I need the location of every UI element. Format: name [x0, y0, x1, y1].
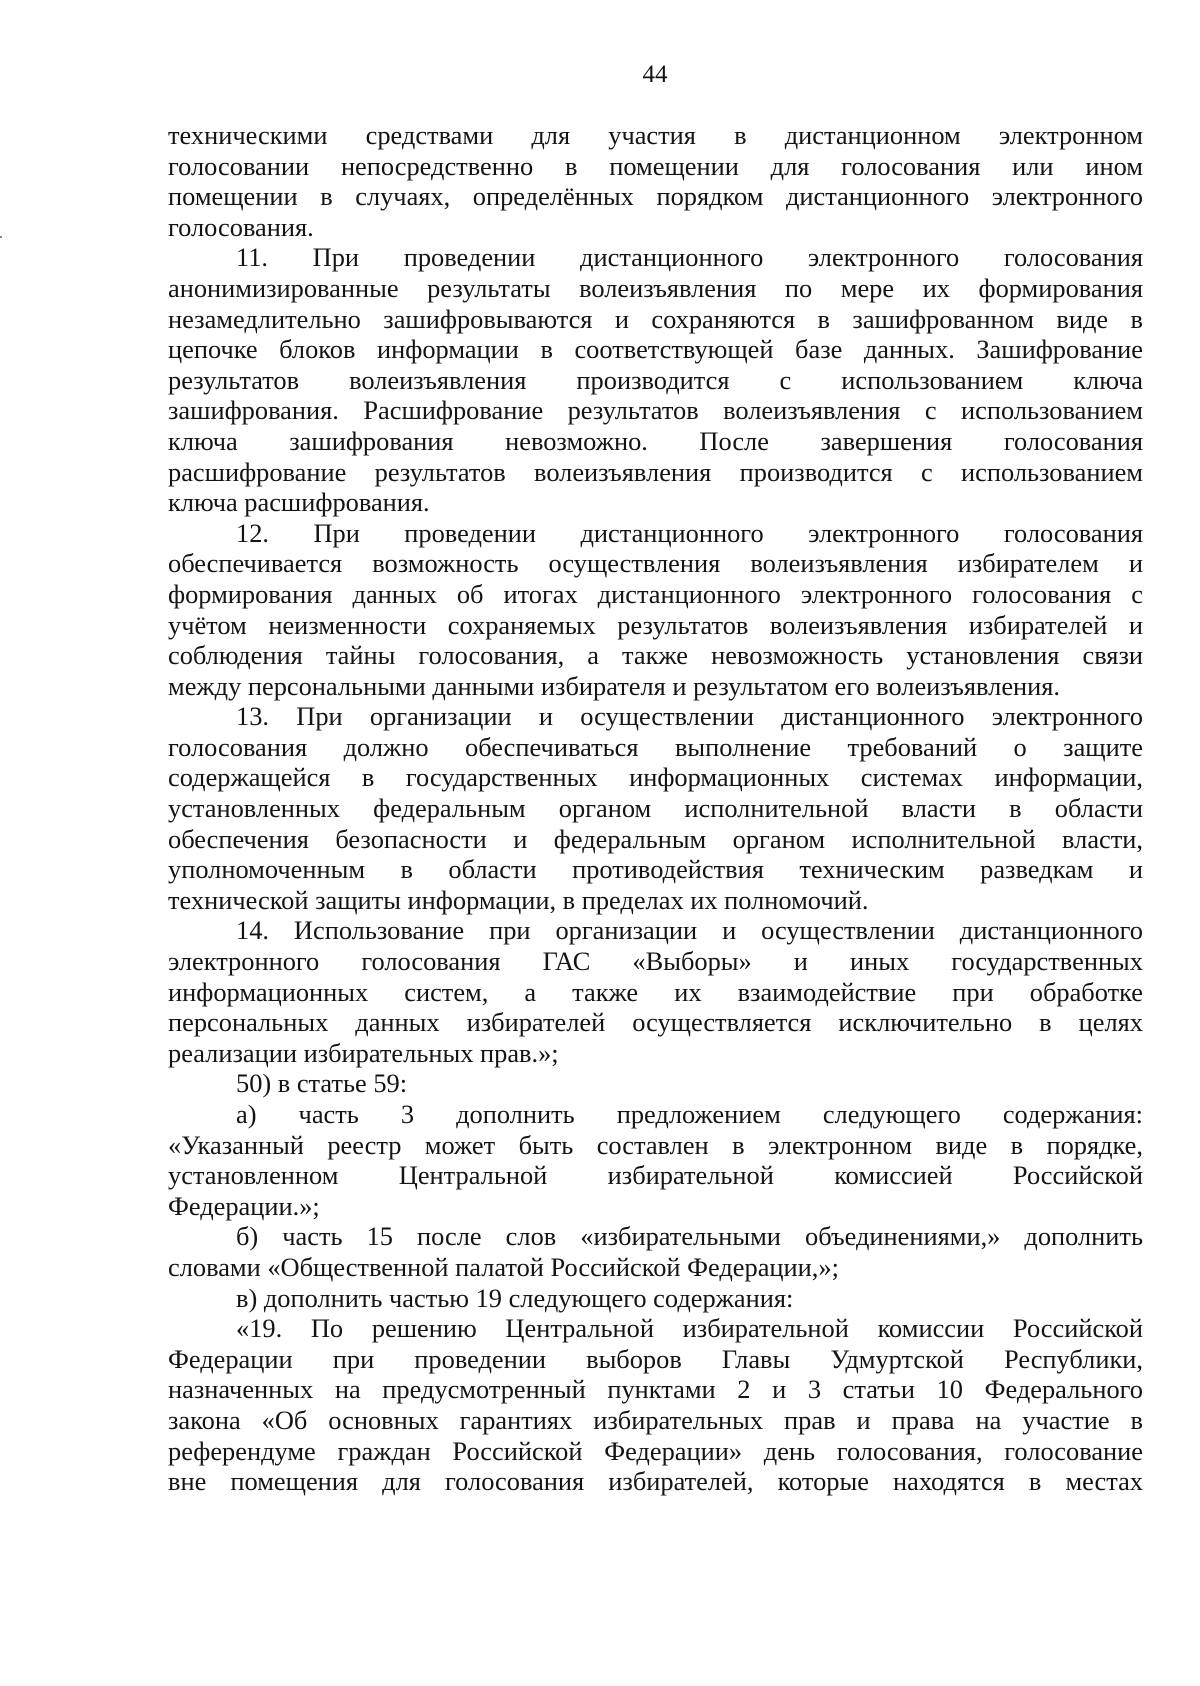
text-line: ключа расшифрования. [168, 487, 430, 518]
text-line: голосования должно обеспечиваться выполнение требований о защите [168, 731, 1143, 762]
text-line: голосования. [168, 211, 314, 242]
text-line: назначенных на предусмотренный пунктами 2 и 3 статьи 10 Федерального [168, 1374, 1143, 1405]
text-line: обеспечивается возможность осуществления волеизъявления избирателем и [168, 548, 1143, 579]
text-line: б) часть 15 после слов «избирательными объединениями,» дополнить [236, 1221, 1143, 1252]
paragraph-p11 [168, 242, 1143, 517]
text-line: незамедлительно зашифровываются и сохраняются в зашифрованном виде в [168, 303, 1143, 334]
document-body [168, 120, 1143, 1497]
text-line: учётом неизменности сохраняемых результатов волеизъявления избирателей и [168, 609, 1143, 640]
text-line: зашифрования. Расшифрование результатов волеизъявления с использованием [168, 395, 1143, 426]
text-line: установленном Центральной избирательной комиссией Российской [168, 1160, 1143, 1191]
text-line: «19. По решению Центральной избирательной комиссии Российской [236, 1313, 1143, 1344]
text-line: содержащейся в государственных информационных системах информации, [168, 762, 1143, 793]
text-line: закона «Об основных гарантиях избирательных прав и права на участие в [168, 1404, 1143, 1435]
text-line: помещении в случаях, определённых порядком дистанционного электронного [168, 181, 1143, 212]
text-line: соблюдения тайны голосования, а также невозможность установления связи [168, 640, 1143, 671]
paragraph-p50 [168, 1068, 1143, 1099]
text-line: 13. При организации и осуществлении дистанционного электронного [236, 701, 1143, 732]
text-line: расшифрование результатов волеизъявления производится с использованием [168, 456, 1143, 487]
text-line: а) часть 3 дополнить предложением следующего содержания: [236, 1099, 1143, 1129]
text-line: вне помещения для голосования избирателей, которые находятся в местах [168, 1466, 1143, 1497]
text-line: формирования данных об итогах дистанционного электронного голосования с [168, 578, 1143, 609]
text-line: техническими средствами для участия в дистанционном электронном [168, 120, 1143, 150]
text-line: словами «Общественной палатой Российской Федерации,»; [168, 1251, 839, 1282]
text-line: 11. При проведении дистанционного электронного голосования [236, 242, 1143, 273]
paragraph-p19 [168, 1313, 1143, 1497]
paragraph-pb [168, 1221, 1143, 1282]
text-line: между персональными данными избирателя и результатом его волеизъявления. [168, 670, 1061, 701]
text-line: Федерации.»; [168, 1190, 320, 1221]
paragraph-pv [168, 1283, 1143, 1314]
paragraph-p0 [168, 120, 1143, 242]
text-line: в) дополнить частью 19 следующего содержания: [236, 1282, 794, 1313]
text-line: реализации избирательных прав.»; [168, 1037, 559, 1068]
text-line: результатов волеизъявления производится с использованием ключа [168, 364, 1143, 395]
text-line: установленных федеральным органом исполнительной власти в области [168, 793, 1143, 824]
text-line: 12. При проведении дистанционного электронного голосования [236, 517, 1143, 548]
text-line: персональных данных избирателей осуществляется исключительно в целях [168, 1007, 1143, 1038]
text-line: 50) в статье 59: [236, 1068, 408, 1099]
text-line: обеспечения безопасности и федеральным органом исполнительной власти, [168, 823, 1143, 854]
paragraph-pa [168, 1099, 1143, 1221]
text-line: анонимизированные результаты волеизъявления по мере их формирования [168, 272, 1143, 303]
paragraph-p14 [168, 915, 1143, 1068]
text-line: уполномоченным в области противодействия техническим разведкам и [168, 854, 1143, 885]
text-line: голосовании непосредственно в помещении для голосования или ином [168, 150, 1143, 181]
paragraph-p13 [168, 701, 1143, 915]
scan-artifact [0, 236, 2, 238]
paragraph-p12 [168, 518, 1143, 702]
text-line: 14. Использование при организации и осуществлении дистанционного [236, 915, 1143, 946]
text-line: ключа зашифрования невозможно. После завершения голосования [168, 425, 1143, 456]
page-number: 44 [642, 61, 668, 88]
text-line: технической защиты информации, в пределах их полномочий. [168, 884, 869, 915]
text-line: информационных систем, а также их взаимодействие при обработке [168, 976, 1143, 1007]
text-line: Федерации при проведении выборов Главы Удмуртской Республики, [168, 1343, 1143, 1374]
text-line: «Указанный реестр может быть составлен в электронном виде в порядке, [168, 1129, 1143, 1160]
text-line: референдуме граждан Российской Федерации» день голосования, голосование [168, 1435, 1143, 1466]
text-line: цепочке блоков информации в соответствующей базе данных. Зашифрование [168, 334, 1143, 365]
text-line: электронного голосования ГАС «Выборы» и иных государственных [168, 946, 1143, 977]
